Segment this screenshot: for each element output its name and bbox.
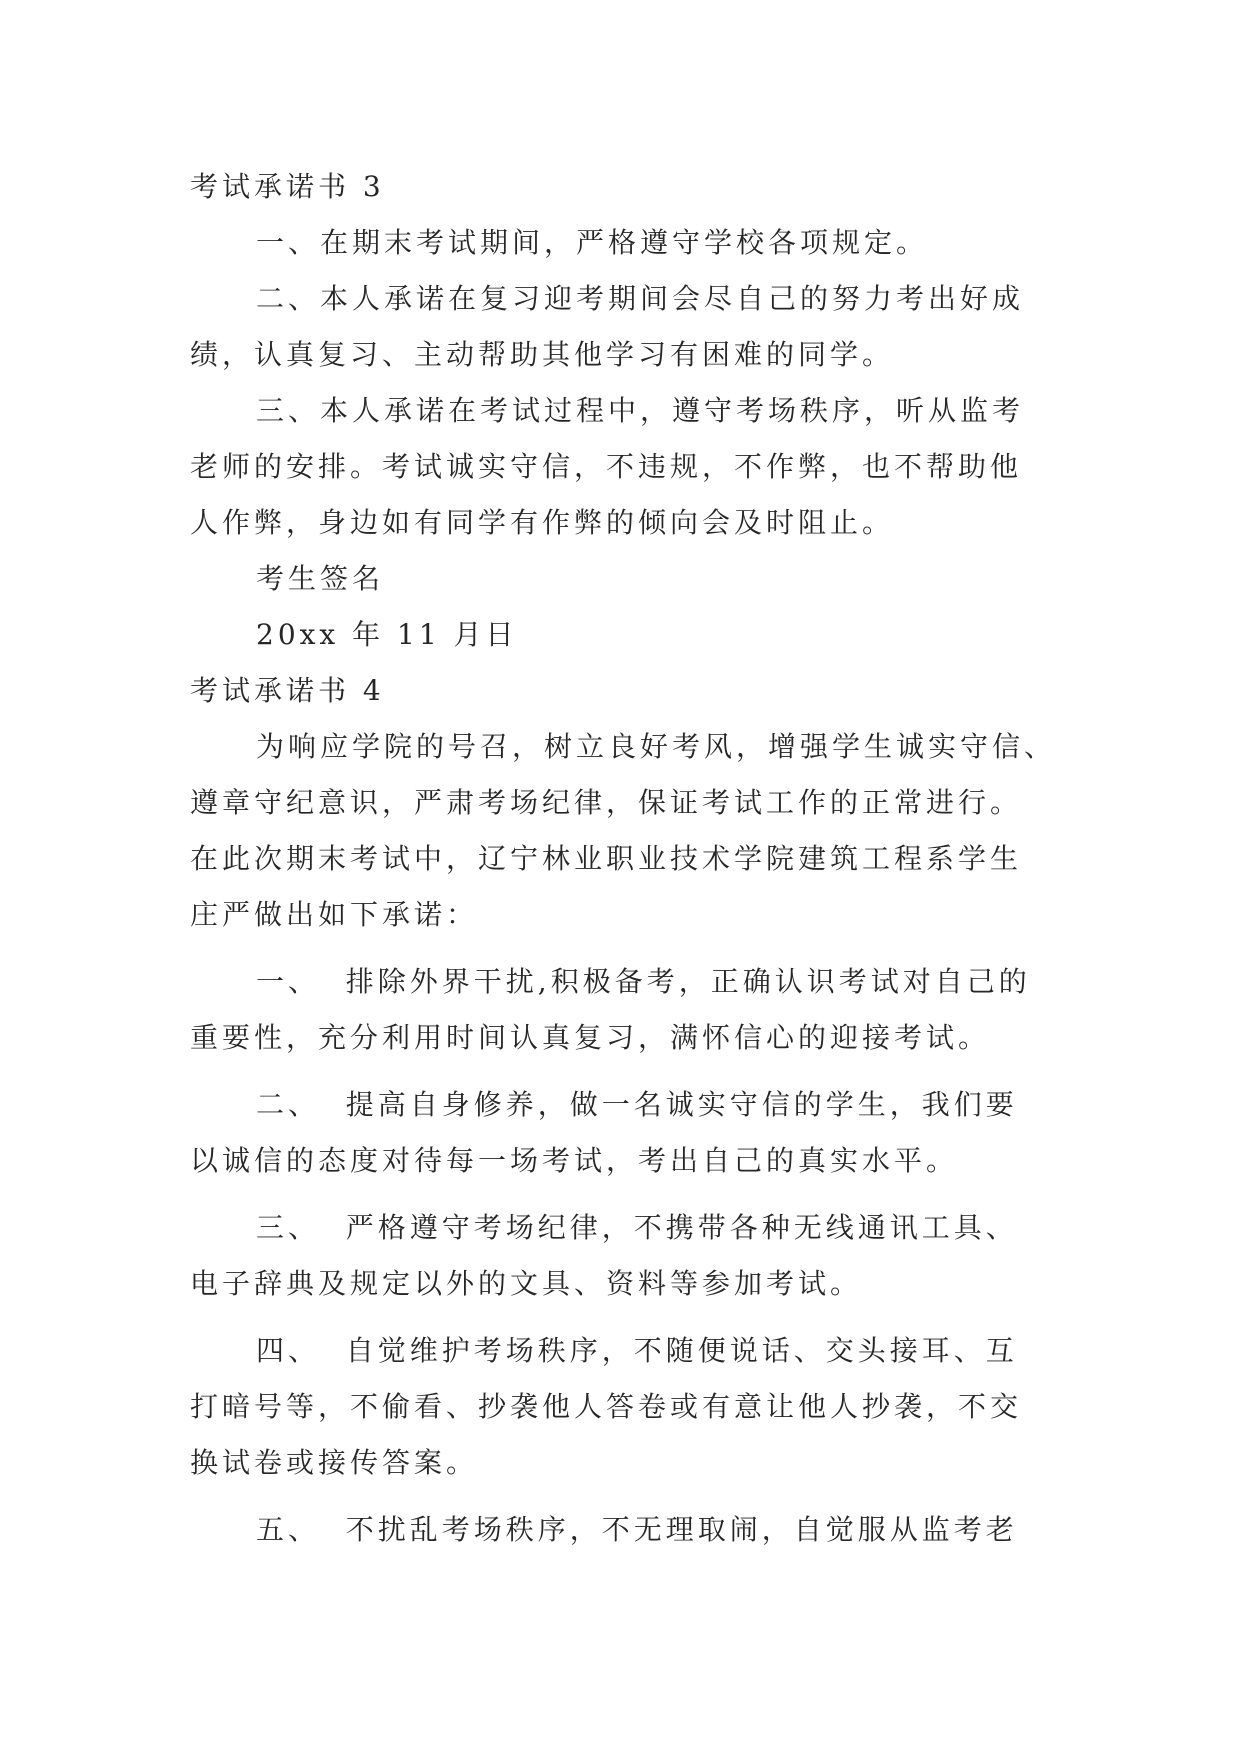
paragraph-line: 四、 自觉维护考场秩序，不随便说话、交头接耳、互 <box>256 1334 1018 1367</box>
date-line: 20xx 年 11 月日 <box>256 618 518 651</box>
paragraph-line: 遵章守纪意识，严肃考场纪律，保证考试工作的正常进行。 <box>190 786 1023 819</box>
paragraph-line: 三、 严格遵守考场纪律，不携带各种无线通讯工具、 <box>256 1211 1018 1244</box>
paragraph-line: 庄严做出如下承诺： <box>190 898 479 931</box>
paragraph-line: 二、 提高自身修养，做一名诚实守信的学生，我们要 <box>256 1088 1018 1121</box>
section-title: 考试承诺书 3 <box>190 170 385 203</box>
signature-label: 考生签名 <box>256 562 385 595</box>
paragraph-line: 换试卷或接传答案。 <box>190 1446 479 1479</box>
paragraph-line: 为响应学院的号召，树立良好考风，增强学生诚实守信、 <box>256 730 1057 763</box>
paragraph-line: 以诚信的态度对待每一场考试，考出自己的真实水平。 <box>190 1144 959 1177</box>
paragraph-line: 三、本人承诺在考试过程中，遵守考场秩序，听从监考 <box>256 394 1025 427</box>
paragraph-line: 老师的安排。考试诚实守信，不违规，不作弊，也不帮助他 <box>190 450 1023 483</box>
paragraph-line: 重要性，充分利用时间认真复习，满怀信心的迎接考试。 <box>190 1021 991 1054</box>
paragraph-line: 二、本人承诺在复习迎考期间会尽自己的努力考出好成 <box>256 282 1025 315</box>
paragraph-line: 五、 不扰乱考场秩序，不无理取闹，自觉服从监考老 <box>256 1513 1018 1546</box>
paragraph-line: 一、 排除外界干扰,积极备考，正确认识考试对自己的 <box>256 965 1031 998</box>
paragraph-line: 绩，认真复习、主动帮助其他学习有困难的同学。 <box>190 338 895 371</box>
paragraph-line: 在此次期末考试中，辽宁林业职业技术学院建筑工程系学生 <box>190 842 1023 875</box>
paragraph-line: 一、在期末考试期间，严格遵守学校各项规定。 <box>256 226 929 259</box>
paragraph-line: 电子辞典及规定以外的文具、资料等参加考试。 <box>190 1267 863 1300</box>
paragraph-line: 打暗号等，不偷看、抄袭他人答卷或有意让他人抄袭，不交 <box>190 1390 1023 1423</box>
section-title: 考试承诺书 4 <box>190 674 385 707</box>
paragraph-line: 人作弊，身边如有同学有作弊的倾向会及时阻止。 <box>190 506 895 539</box>
